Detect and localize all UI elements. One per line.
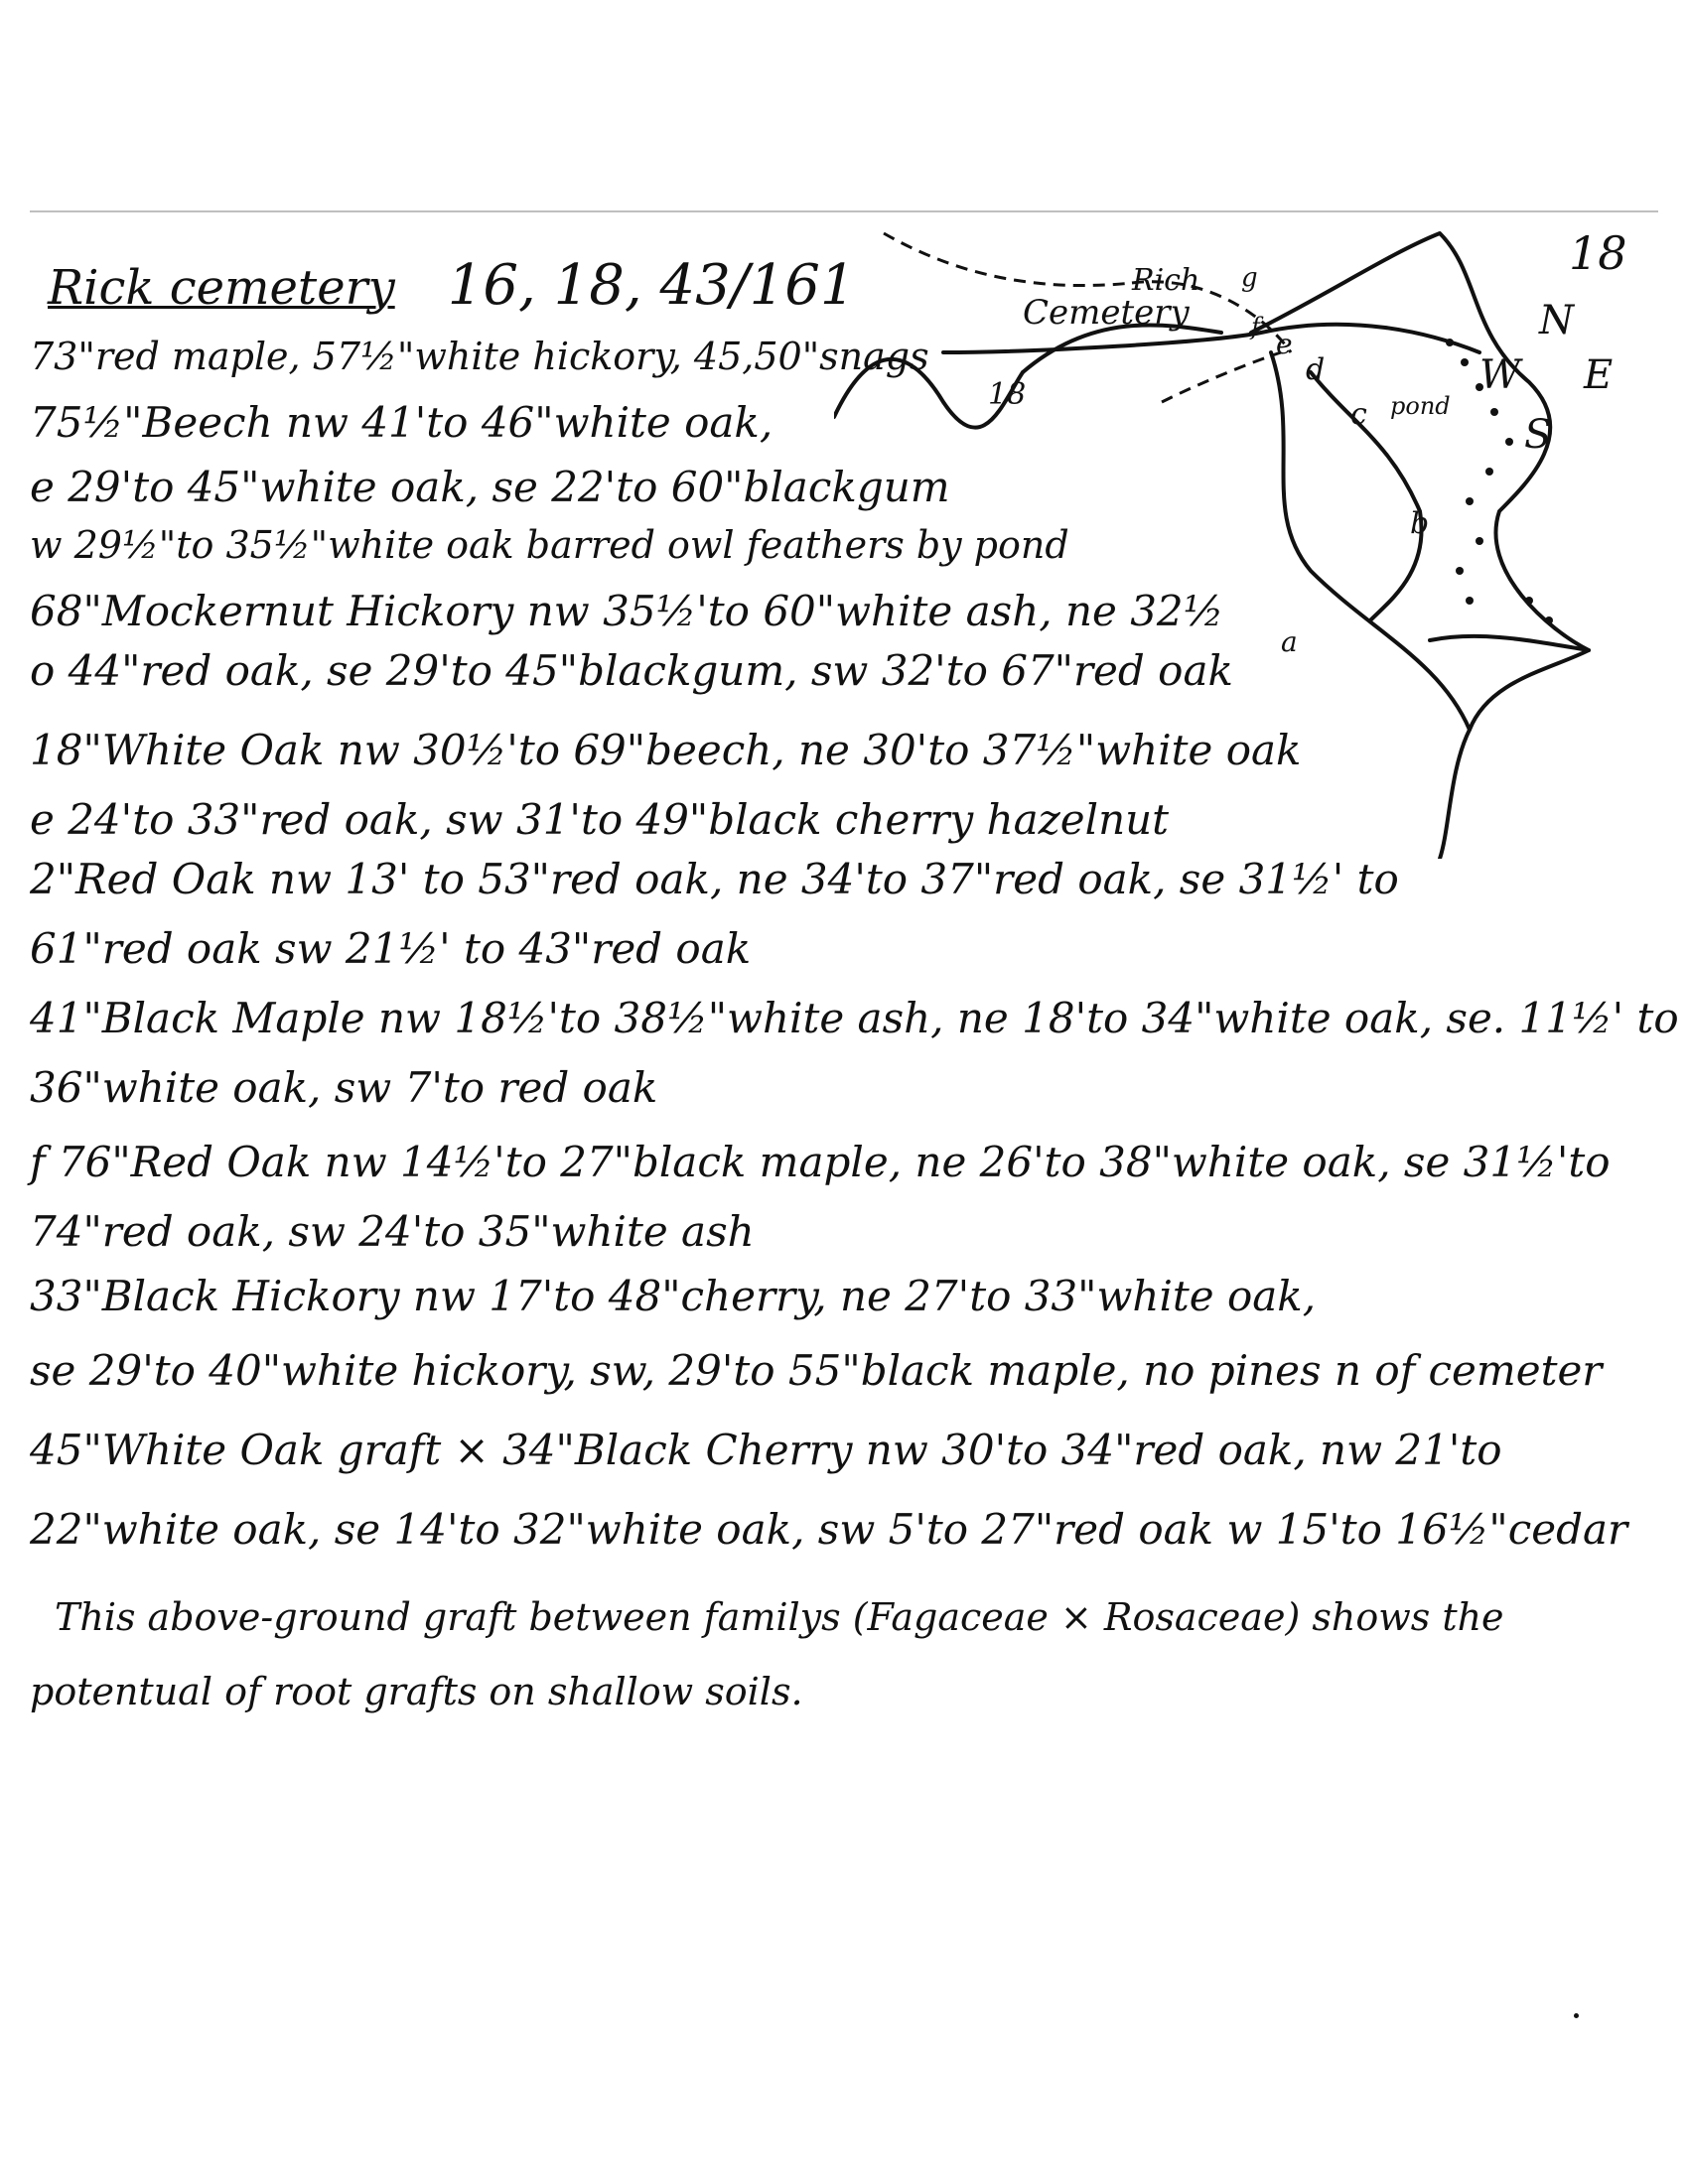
map-point-e: e bbox=[1276, 328, 1293, 360]
map-point-g: g bbox=[1241, 263, 1258, 293]
text-line-14: 74"red oak, sw 24'to 35"white ash bbox=[30, 1207, 755, 1256]
text-line-6: o 44"red oak, se 29'to 45"blackgum, sw 32'to 67"red oak bbox=[30, 646, 1233, 695]
map-point-d: d bbox=[1306, 352, 1326, 387]
text-line-1: 73"red maple, 57½"white hickory, 45,50"snags bbox=[30, 335, 929, 378]
map-label-rich: Rich bbox=[1132, 263, 1200, 298]
map-label-pond: pond bbox=[1390, 392, 1451, 420]
text-line-10: 61"red oak sw 21½' to 43"red oak bbox=[30, 924, 752, 973]
text-line-17: 45"White Oak graft × 34"Black Cherry nw 30'to 34"red oak, nw 21'to bbox=[30, 1426, 1502, 1474]
page-number: 18 bbox=[1569, 226, 1627, 280]
map-label-cemetery: Cemetery bbox=[1023, 293, 1190, 333]
text-line-4: w 29½"to 35½"white oak barred owl feathers by pond bbox=[30, 523, 1069, 567]
map-point-c: c bbox=[1350, 397, 1367, 432]
compass-rose bbox=[1470, 298, 1618, 477]
text-line-8: e 24'to 33"red oak, sw 31'to 49"black cherry hazelnut bbox=[30, 795, 1170, 844]
top-rule bbox=[30, 210, 1658, 212]
compass-e: E bbox=[1584, 352, 1614, 398]
compass-s: S bbox=[1524, 412, 1552, 458]
dashed-trail bbox=[884, 233, 1132, 286]
map-point-b: b bbox=[1410, 506, 1430, 541]
compass-n: N bbox=[1539, 298, 1574, 343]
page-title: Rick cemetery bbox=[48, 260, 395, 316]
text-line-13: f 76"Red Oak nw 14½'to 27"black maple, ne 26'to 38"white oak, se 31½'to bbox=[30, 1138, 1611, 1186]
header bbox=[48, 253, 856, 318]
text-line-7: 18"White Oak nw 30½'to 69"beech, ne 30'to 37½"white oak bbox=[30, 726, 1302, 774]
note-line-2: potentual of root grafts on shallow soils. bbox=[30, 1670, 803, 1713]
text-line-2: 75½"Beech nw 41'to 46"white oak, bbox=[30, 398, 774, 447]
text-line-16: se 29'to 40"white hickory, sw, 29'to 55"black maple, no pines n of cemeter bbox=[30, 1346, 1603, 1395]
text-line-18: 22"white oak, se 14'to 32"white oak, sw 5'to 27"red oak w 15'to 16½"cedar bbox=[30, 1505, 1628, 1554]
text-line-3: e 29'to 45"white oak, se 22'to 60"blackgum bbox=[30, 463, 950, 511]
text-line-12: 36"white oak, sw 7'to red oak bbox=[30, 1063, 658, 1112]
text-line-5: 68"Mockernut Hickory nw 35½'to 60"white ash, ne 32½ bbox=[30, 587, 1224, 635]
title-numbers: 16, 18, 43/161 bbox=[447, 253, 856, 318]
map-point-a: a bbox=[1281, 625, 1298, 658]
text-line-15: 33"Black Hickory nw 17'to 48"cherry, ne 27'to 33"white oak, bbox=[30, 1272, 1317, 1320]
map-point-f: f bbox=[1251, 313, 1260, 341]
text-line-9: 2"Red Oak nw 13' to 53"red oak, ne 34'to 37"red oak, se 31½' to bbox=[30, 855, 1399, 903]
stray-mark bbox=[1574, 2013, 1579, 2018]
text-line-11: 41"Black Maple nw 18½'to 38½"white ash, ne 18'to 34"white oak, se. 11½' to bbox=[30, 994, 1679, 1042]
map-label-18: 18 bbox=[988, 377, 1027, 412]
note-line-1: This above-ground graft between familys (Fagaceae × Rosaceae) shows the bbox=[55, 1595, 1504, 1639]
compass-w: W bbox=[1479, 352, 1521, 398]
